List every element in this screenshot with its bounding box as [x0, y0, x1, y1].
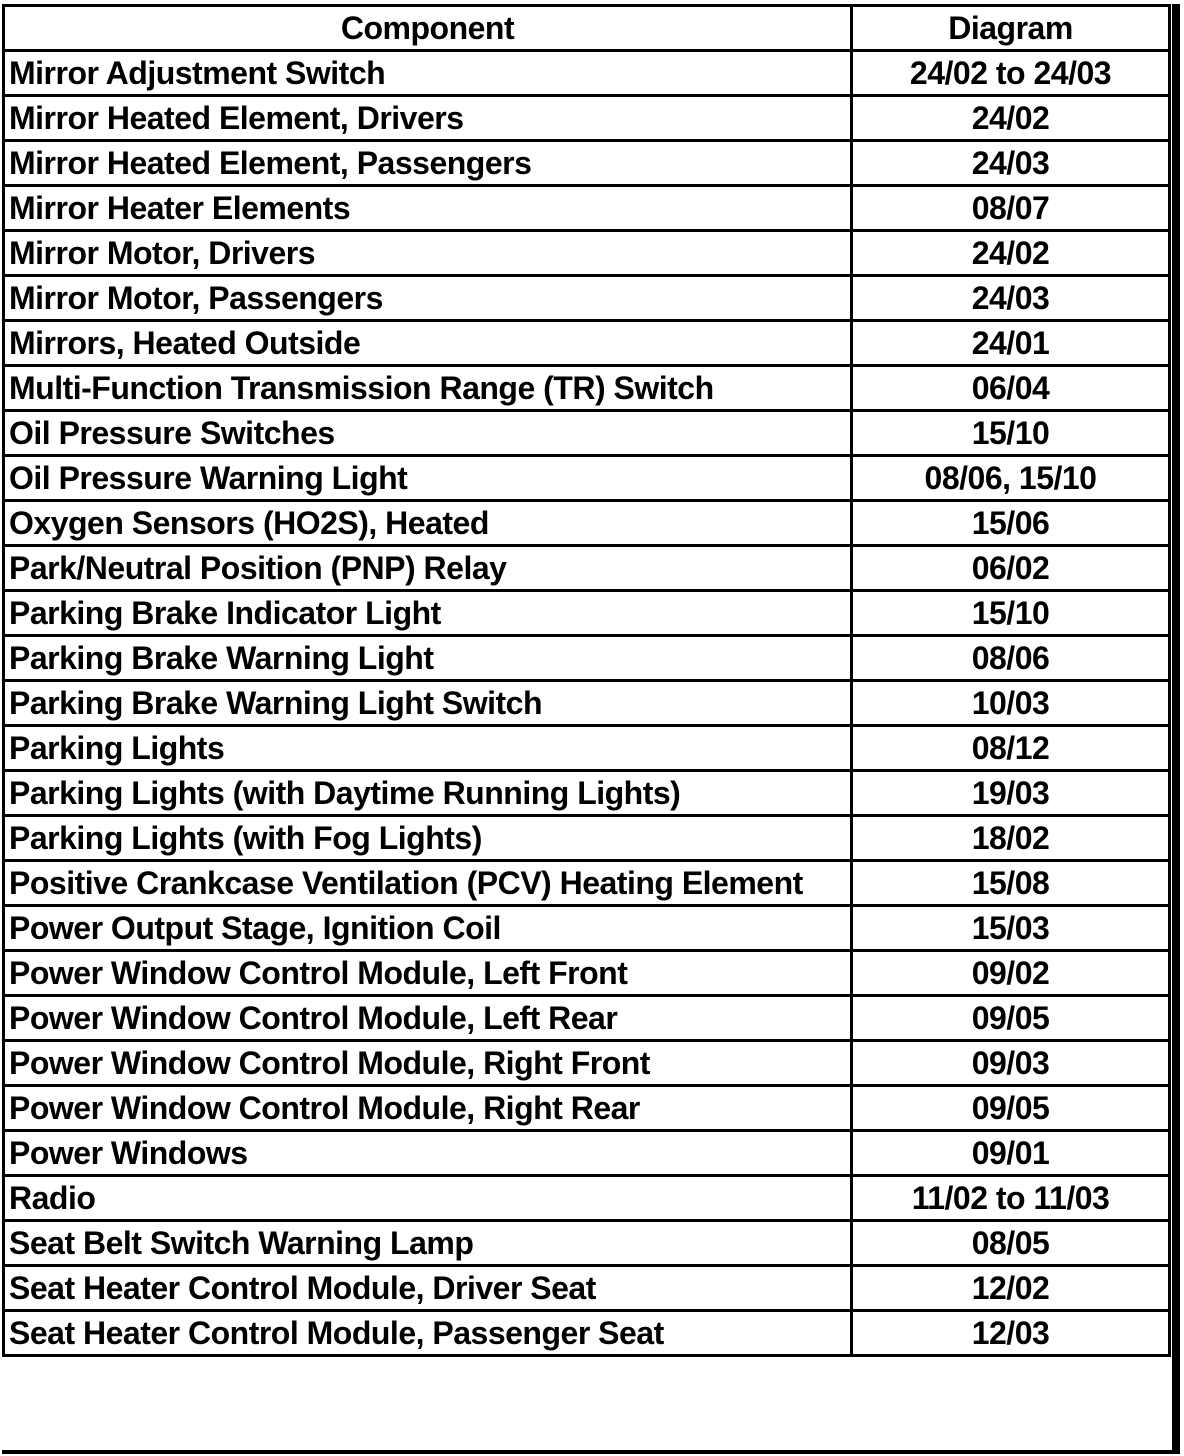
table-row — [4, 1086, 1170, 1131]
diagram-cell: 09/05 — [852, 996, 1170, 1041]
table-row — [4, 1176, 1170, 1221]
diagram-cell: 12/02 — [852, 1266, 1170, 1311]
component-cell: Mirror Heated Element, Passengers — [4, 141, 852, 186]
table-row — [4, 456, 1170, 501]
diagram-cell: 24/03 — [852, 141, 1170, 186]
diagram-cell: 08/12 — [852, 726, 1170, 771]
component-cell: Seat Heater Control Module, Driver Seat — [4, 1266, 852, 1311]
component-cell: Oil Pressure Warning Light — [4, 456, 852, 501]
diagram-cell: 24/02 — [852, 231, 1170, 276]
diagram-cell: 08/06, 15/10 — [852, 456, 1170, 501]
diagram-cell: 08/05 — [852, 1221, 1170, 1266]
component-cell: Parking Lights (with Fog Lights) — [4, 816, 852, 861]
diagram-cell: 09/03 — [852, 1041, 1170, 1086]
table-row — [4, 591, 1170, 636]
table-row — [4, 861, 1170, 906]
component-cell: Power Window Control Module, Left Rear — [4, 996, 852, 1041]
table-row — [4, 546, 1170, 591]
diagram-cell: 24/02 to 24/03 — [852, 51, 1170, 96]
component-cell: Mirror Adjustment Switch — [4, 51, 852, 96]
component-cell: Parking Brake Warning Light Switch — [4, 681, 852, 726]
component-cell: Power Window Control Module, Right Rear — [4, 1086, 852, 1131]
diagram-cell: 06/04 — [852, 366, 1170, 411]
diagram-cell: 08/06 — [852, 636, 1170, 681]
component-cell: Parking Lights — [4, 726, 852, 771]
diagram-cell: 09/05 — [852, 1086, 1170, 1131]
component-cell: Mirror Motor, Passengers — [4, 276, 852, 321]
table-row — [4, 1266, 1170, 1311]
component-cell: Park/Neutral Position (PNP) Relay — [4, 546, 852, 591]
table-row — [4, 501, 1170, 546]
table-row — [4, 681, 1170, 726]
diagram-cell: 09/01 — [852, 1131, 1170, 1176]
component-diagram-table — [2, 4, 1171, 1357]
diagram-cell: 12/03 — [852, 1311, 1170, 1356]
component-cell: Power Windows — [4, 1131, 852, 1176]
component-cell: Parking Brake Warning Light — [4, 636, 852, 681]
table-row — [4, 1131, 1170, 1176]
component-cell: Seat Heater Control Module, Passenger Seat — [4, 1311, 852, 1356]
table-row — [4, 816, 1170, 861]
component-cell: Seat Belt Switch Warning Lamp — [4, 1221, 852, 1266]
table-row — [4, 771, 1170, 816]
table-row — [4, 141, 1170, 186]
diagram-cell: 15/03 — [852, 906, 1170, 951]
right-border — [1172, 4, 1180, 1452]
table-row — [4, 51, 1170, 96]
diagram-cell: 15/10 — [852, 411, 1170, 456]
table-row — [4, 321, 1170, 366]
table-row — [4, 906, 1170, 951]
component-cell: Power Output Stage, Ignition Coil — [4, 906, 852, 951]
component-cell: Parking Brake Indicator Light — [4, 591, 852, 636]
diagram-cell: 15/10 — [852, 591, 1170, 636]
table-row — [4, 636, 1170, 681]
component-cell: Positive Crankcase Ventilation (PCV) Heating Element — [4, 861, 852, 906]
diagram-cell: 24/02 — [852, 96, 1170, 141]
table-row — [4, 186, 1170, 231]
diagram-cell: 06/02 — [852, 546, 1170, 591]
component-cell: Power Window Control Module, Right Front — [4, 1041, 852, 1086]
diagram-cell: 09/02 — [852, 951, 1170, 996]
table-row — [4, 996, 1170, 1041]
component-cell: Radio — [4, 1176, 852, 1221]
header-row — [4, 6, 1170, 51]
diagram-cell: 11/02 to 11/03 — [852, 1176, 1170, 1221]
diagram-cell: 18/02 — [852, 816, 1170, 861]
diagram-cell: 08/07 — [852, 186, 1170, 231]
table-row — [4, 1221, 1170, 1266]
header-diagram: Diagram — [852, 6, 1170, 51]
component-cell: Parking Lights (with Daytime Running Lights) — [4, 771, 852, 816]
diagram-cell: 15/08 — [852, 861, 1170, 906]
table-row — [4, 276, 1170, 321]
component-cell: Mirror Heater Elements — [4, 186, 852, 231]
table-row — [4, 231, 1170, 276]
component-cell: Power Window Control Module, Left Front — [4, 951, 852, 996]
table-row — [4, 96, 1170, 141]
table-row — [4, 366, 1170, 411]
component-cell: Mirror Heated Element, Drivers — [4, 96, 852, 141]
component-cell: Mirrors, Heated Outside — [4, 321, 852, 366]
diagram-cell: 15/06 — [852, 501, 1170, 546]
component-cell: Multi-Function Transmission Range (TR) Switch — [4, 366, 852, 411]
table-row — [4, 726, 1170, 771]
component-cell: Oxygen Sensors (HO2S), Heated — [4, 501, 852, 546]
component-cell: Mirror Motor, Drivers — [4, 231, 852, 276]
diagram-cell: 10/03 — [852, 681, 1170, 726]
bottom-border — [2, 1450, 1180, 1454]
table-row — [4, 951, 1170, 996]
table-row — [4, 411, 1170, 456]
diagram-cell: 24/01 — [852, 321, 1170, 366]
diagram-cell: 24/03 — [852, 276, 1170, 321]
component-cell: Oil Pressure Switches — [4, 411, 852, 456]
table-row — [4, 1041, 1170, 1086]
table-body — [4, 51, 1170, 1356]
header-component: Component — [4, 6, 852, 51]
diagram-cell: 19/03 — [852, 771, 1170, 816]
table-row — [4, 1311, 1170, 1356]
